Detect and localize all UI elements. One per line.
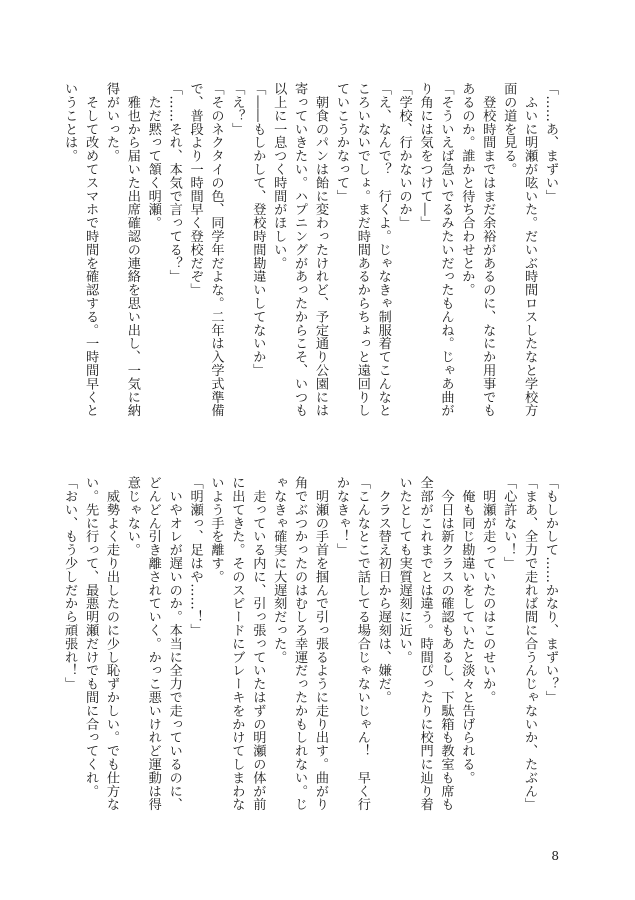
text-line: 「こんなとこで話してる場合じゃないじゃん！ 早く行 bbox=[354, 476, 370, 811]
text-line: 「え、なんで？ 行くよ。じゃなきゃ制服着てこんなと bbox=[375, 82, 391, 417]
text-line: 登校時間まではまだ余裕があるのに、なにか用事でも bbox=[480, 82, 496, 417]
text-line: 「……あ、まずい」 bbox=[543, 82, 558, 203]
upper-text-block bbox=[58, 82, 560, 427]
text-line: 威勢よく走り出したのに少し恥ずかしい。でも仕方な bbox=[103, 476, 119, 811]
text-line: 今日は新クラスの確認もあるし、下駄箱も教室も席も bbox=[438, 476, 454, 811]
text-line: り角には気をつけて―」 bbox=[417, 82, 433, 230]
text-line: 「もしかして……かなり、まずい？」 bbox=[543, 476, 558, 704]
text-line: 雅也から届いた出席確認の連絡を思い出し、一気に納 bbox=[124, 82, 140, 417]
text-line: 「――もしかして、登校時間勘違いしてないか」 bbox=[250, 82, 266, 377]
text-line: そして改めてスマホで時間を確認する。一時間早くと bbox=[83, 82, 99, 417]
text-line: 面の道を見る。 bbox=[501, 82, 517, 176]
text-line: いやオレが遅いのか。本当に全力で走っているのに、 bbox=[166, 476, 182, 811]
lower-text-block bbox=[58, 476, 560, 821]
text-line: 「心許ない！」 bbox=[501, 476, 517, 570]
text-line: 得がいった。 bbox=[103, 82, 119, 163]
text-line: ていこうかなって」 bbox=[333, 82, 349, 203]
text-line: いよう手を離す。 bbox=[208, 476, 224, 584]
text-line: 朝食のパンは飴に変わったけれど、予定通り公園には bbox=[313, 82, 329, 417]
text-line: 寄っていきたい。ハプニングがあったからこそ、いつも bbox=[292, 82, 308, 417]
text-line: どんどん引き離されていく。かっこ悪いけれど運動は得 bbox=[145, 476, 161, 811]
text-line: 全部がこれまでとは違う。時間ぴったりに校門に辿り着 bbox=[417, 476, 433, 811]
text-line: い。先に行って、最悪明瀬だけでも間に合ってくれ。 bbox=[83, 476, 99, 798]
text-line: 「明瀬っ、足はや……！」 bbox=[187, 476, 203, 637]
text-line: 走っている内に、引っ張っていたはずの明瀬の体が前 bbox=[250, 476, 266, 811]
text-line: 意じゃない。 bbox=[124, 476, 140, 557]
text-line: ただ黙って頷く明瀬。 bbox=[145, 82, 161, 230]
text-line: 俺も同じ勘違いをしていたと淡々と告げられる。 bbox=[459, 476, 475, 785]
text-line: ころいないでしょ。まだ時間あるからちょっと遠回りし bbox=[354, 82, 370, 417]
text-line: 角でぶつかったのはむしろ幸運だったかもしれない。じ bbox=[292, 476, 308, 811]
text-line: 明瀬が走っていたのはこのせいか。 bbox=[480, 476, 496, 704]
text-line: ゃなきゃ確実に大遅刻だった。 bbox=[271, 476, 287, 664]
text-line: 以上に一息つく時間がほしい。 bbox=[271, 82, 287, 270]
text-line: 「学校、行かないのか」 bbox=[396, 82, 412, 230]
text-line: いうことは。 bbox=[62, 82, 78, 163]
text-line: あるのか。誰かと待ち合わせとか。 bbox=[459, 82, 475, 297]
text-line: かなきゃ！」 bbox=[333, 476, 349, 557]
text-line: に出てきた。そのスピードにブレーキをかけてしまわな bbox=[229, 476, 245, 811]
text-line: 「……それ、本気で言ってる？」 bbox=[166, 82, 182, 283]
text-line: 「そういえば急いでるみたいだったもんね。じゃあ曲が bbox=[438, 82, 454, 417]
text-line: 「おい、もう少しだから頑張れ！」 bbox=[62, 476, 78, 691]
text-line: 明瀬の手首を掴んで引っ張るように走り出す。曲がり bbox=[313, 476, 329, 811]
text-line: 「え？」 bbox=[229, 82, 245, 136]
text-line: クラス替え初日から遅刻は、嫌だ。 bbox=[375, 476, 391, 704]
text-line: 「まあ、全力で走れば間に合うんじゃないか、たぶん」 bbox=[522, 476, 538, 811]
page-number: 8 bbox=[551, 849, 559, 863]
text-line: 「そのネクタイの色、同学年だよな。二年は入学式準備 bbox=[208, 82, 224, 417]
text-line: で、普段より一時間早く登校だぞ」 bbox=[187, 82, 203, 297]
text-line: いたとしても実質遅刻に近い。 bbox=[396, 476, 412, 664]
text-line: ふいに明瀬が呟いた。だいぶ時間ロスしたなと学校方 bbox=[522, 82, 538, 417]
